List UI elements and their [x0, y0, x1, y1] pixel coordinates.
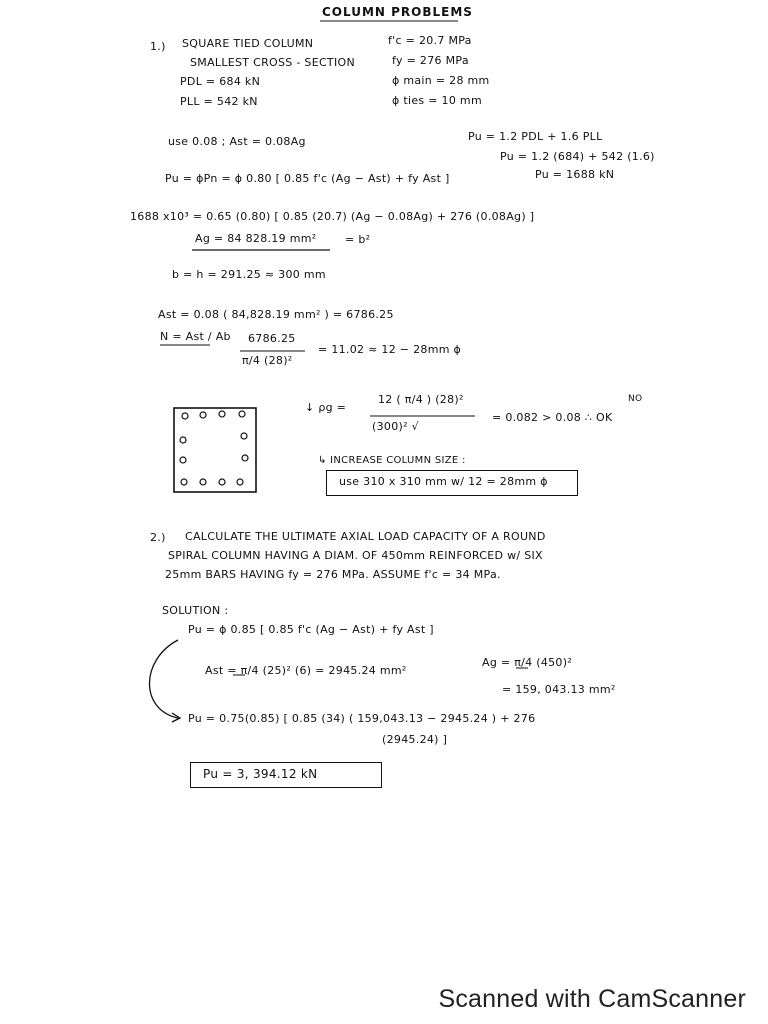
phi-main-value: ϕ main = 28 mm — [392, 74, 490, 87]
n-fraction-top: 6786.25 — [248, 332, 296, 345]
rho-note: NO — [628, 394, 643, 404]
ast-calc-2: Ast = π/4 (25)² (6) = 2945.24 mm² — [205, 664, 407, 677]
pu-equation: Pu = ϕPn = ϕ 0.80 [ 0.85 f'c (Ag − Ast) + fy Ast ] — [165, 172, 450, 185]
problem-2-statement-2: SPIRAL COLUMN HAVING A DIAM. OF 450mm REINFORCED w/ SIX — [168, 549, 543, 562]
pu-equation-2: Pu = ϕ 0.85 [ 0.85 f'c (Ag − Ast) + fy Ast ] — [188, 623, 434, 636]
fc-value: f'c = 20.7 MPa — [388, 34, 472, 47]
n-label: N = Ast / Ab — [160, 330, 231, 343]
fy-value: fy = 276 MPa — [392, 54, 469, 67]
dead-load: PDL = 684 kN — [180, 75, 261, 88]
problem-2-statement-1: CALCULATE THE ULTIMATE AXIAL LOAD CAPACITY OF A ROUND — [185, 530, 546, 543]
rho-result: = 0.082 > 0.08 ∴ OK — [492, 411, 613, 424]
pu-calc-line-1: Pu = 0.75(0.85) [ 0.85 (34) ( 159,043.13 − 2945.24 ) + 276 — [188, 712, 536, 725]
solution-label: SOLUTION : — [162, 604, 229, 617]
page-title: COLUMN PROBLEMS — [322, 5, 473, 19]
problem-2-number: 2.) — [150, 531, 166, 544]
calc-line: 1688 x10³ = 0.65 (0.80) [ 0.85 (20.7) (Ag − 0.08Ag) + 276 (0.08Ag) ] — [130, 210, 535, 223]
problem-1-heading: SQUARE TIED COLUMN — [182, 37, 314, 50]
final-answer-1: use 310 x 310 mm w/ 12 = 28mm ϕ — [339, 475, 548, 488]
pu-substitution: Pu = 1.2 (684) + 542 (1.6) — [500, 150, 655, 163]
problem-2-statement-3: 25mm BARS HAVING fy = 276 MPa. ASSUME f'c = 34 MPa. — [165, 568, 501, 581]
ag-result-2: = 159, 043.13 mm² — [502, 683, 616, 696]
b-h-result: b = h = 291.25 ≈ 300 mm — [172, 268, 326, 281]
increase-note: ↳ INCREASE COLUMN SIZE : — [318, 455, 466, 466]
pu-result: Pu = 1688 kN — [535, 168, 615, 181]
ag-equals-b2: = b² — [345, 233, 371, 246]
n-result: = 11.02 ≈ 12 − 28mm ϕ — [318, 343, 462, 356]
final-answer-2: Pu = 3, 394.12 kN — [203, 767, 318, 781]
rho-label: ↓ ρg = — [305, 401, 347, 414]
rho-fraction-top: 12 ( π/4 ) (28)² — [378, 393, 464, 406]
rebar-circles — [180, 411, 248, 485]
n-fraction-bottom: π/4 (28)² — [242, 354, 293, 367]
scanner-watermark: Scanned with CamScanner — [438, 985, 746, 1013]
problem-1-subheading: SMALLEST CROSS - SECTION — [190, 56, 355, 69]
pu-formula: Pu = 1.2 PDL + 1.6 PLL — [468, 130, 603, 143]
problem-1-number: 1.) — [150, 40, 166, 53]
curved-arrow — [150, 640, 179, 718]
phi-ties-value: ϕ ties = 10 mm — [392, 94, 482, 107]
pu-calc-line-2: (2945.24) ] — [382, 733, 448, 746]
ag-calc-2: Ag = π/4 (450)² — [482, 656, 573, 669]
live-load: PLL = 542 kN — [180, 95, 258, 108]
use-ratio: use 0.08 ; Ast = 0.08Ag — [168, 135, 306, 148]
rho-fraction-bottom: (300)² √ — [372, 420, 419, 433]
ag-result: Ag = 84 828.19 mm² — [195, 232, 317, 245]
ast-calc: Ast = 0.08 ( 84,828.19 mm² ) = 6786.25 — [158, 308, 394, 321]
